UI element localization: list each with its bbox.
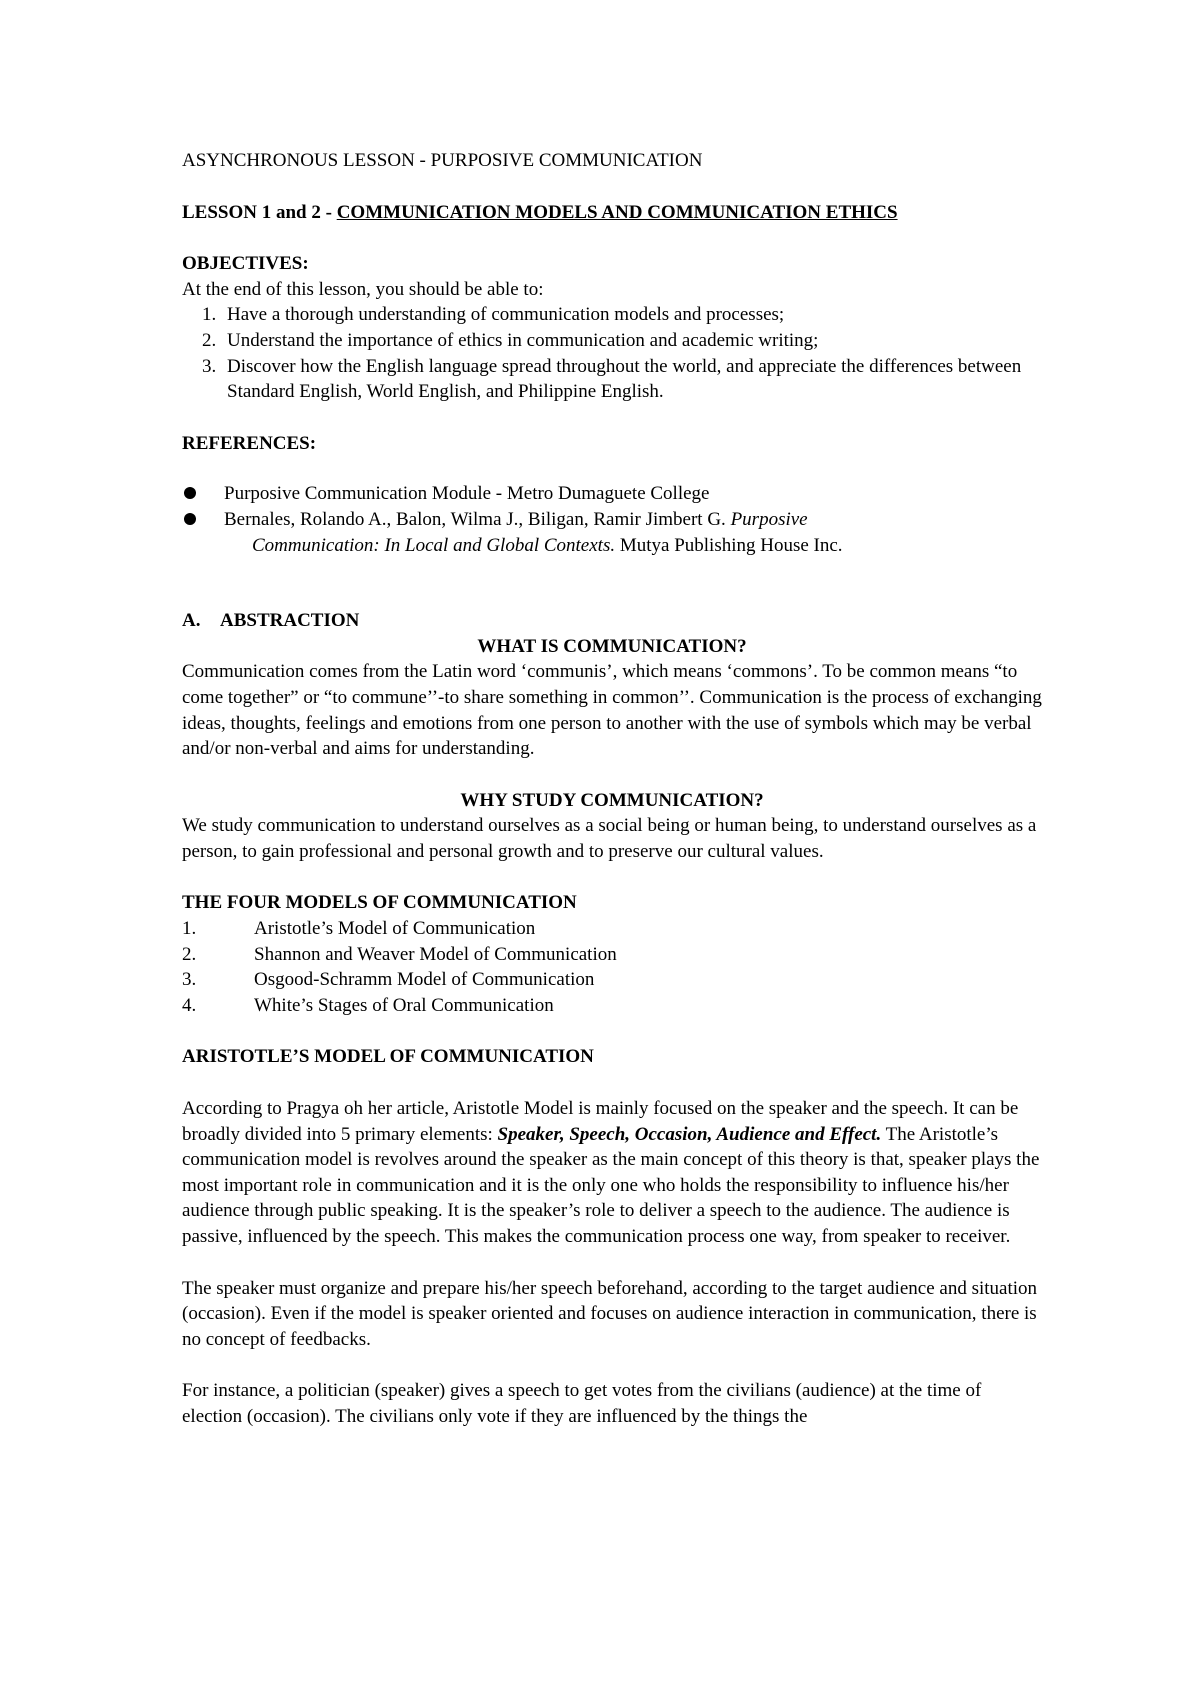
objectives-list xyxy=(182,302,1042,404)
aristotle-paragraph-3: For instance, a politician (speaker) gives a speech to get votes from the civilians (audience) at the time of election (occasion). The civilians only vote if they are influenced by the things the xyxy=(182,1380,982,1427)
list-item-number: 1. xyxy=(202,304,217,326)
document-header: ASYNCHRONOUS LESSON - PURPOSIVE COMMUNICATION xyxy=(182,150,703,171)
list-item-text: Have a thorough understanding of communication models and processes; xyxy=(227,304,785,326)
reference-text-plain: Bernales, Rolando A., Balon, Wilma J., Biligan, Ramir Jimbert G. xyxy=(224,508,731,530)
list-item xyxy=(182,481,1042,507)
references-heading: REFERENCES: xyxy=(182,432,317,454)
reference-title-part1: Purposive xyxy=(730,508,808,530)
reference-publisher: Mutya Publishing House Inc. xyxy=(615,534,843,556)
list-item xyxy=(182,916,1042,942)
why-heading: WHY STUDY COMMUNICATION? xyxy=(460,789,764,811)
lesson-title-text: COMMUNICATION MODELS AND COMMUNICATION ETHICS xyxy=(336,201,898,223)
list-item-number: 2. xyxy=(202,329,217,351)
list-item-text: Discover how the English language spread throughout the world, and appreciate the differences between Standard English, World English, and Philippine English. xyxy=(227,355,1022,403)
list-item-number: 2. xyxy=(182,943,197,965)
list-item-text: Understand the importance of ethics in communication and academic writing; xyxy=(227,329,819,351)
reference-title-part2: Communication: In Local and Global Contexts. xyxy=(252,534,616,556)
list-item xyxy=(182,302,1042,328)
emphasis-elements: Speaker, Speech, Occasion, Audience and Effect. xyxy=(497,1123,882,1145)
abstraction-heading xyxy=(182,608,1042,634)
list-item-text: Aristotle’s Model of Communication xyxy=(254,918,536,940)
list-item xyxy=(182,354,1042,405)
paragraph-text: The Aristotle’s communication model is revolves around the speaker as the main concept of this theory is that, speaker plays the most important role in communication and it is the only one who holds the responsibility to influence his/her audience through public speaking. It is the speaker’s role to deliver a speech to the audience. The audience is passive, influenced by the speech. This makes the communication process one way, from speaker to receiver. xyxy=(182,1123,1040,1247)
list-item-text: White’s Stages of Oral Communication xyxy=(254,994,554,1016)
what-heading: WHAT IS COMMUNICATION? xyxy=(477,635,747,657)
list-item-number: 4. xyxy=(182,994,197,1016)
list-item-text: Osgood-Schramm Model of Communication xyxy=(254,969,595,991)
paragraph-text: According to Pragya oh her article, Aristotle Model is mainly focused on the speaker and the speech. It can be broadly divided into 5 primary elements: xyxy=(182,1098,1019,1145)
document-body xyxy=(182,148,1042,1430)
list-item xyxy=(182,942,1042,968)
list-item-number: 3. xyxy=(202,355,217,377)
lesson-title xyxy=(182,200,902,226)
list-item xyxy=(182,328,1042,354)
section-title: ABSTRACTION xyxy=(220,610,360,632)
what-paragraph: Communication comes from the Latin word ‘communis’, which means ‘commons’. To be common means “to come together” or “to commune’’-to share something in common’’. Communication is the process of exchanging ideas, thoughts, feelings and emotions from one person to another with the use of symbols which may be verbal and/or non-verbal and aims for understanding. xyxy=(182,661,1042,760)
bullet-icon xyxy=(184,513,196,525)
lesson-prefix: LESSON 1 and 2 - xyxy=(182,201,337,223)
list-item-number: 3. xyxy=(182,969,197,991)
aristotle-heading: ARISTOTLE’S MODEL OF COMMUNICATION xyxy=(182,1046,594,1068)
reference-text: Purposive Communication Module - Metro Dumaguete College xyxy=(224,483,710,505)
list-item xyxy=(182,967,1042,993)
list-item xyxy=(182,993,1042,1019)
aristotle-paragraph-2: The speaker must organize and prepare his/her speech beforehand, according to the target audience and situation (occasion). Even if the model is speaker oriented and focuses on audience interaction in communication, there is no concept of feedbacks. xyxy=(182,1277,1038,1350)
why-paragraph: We study communication to understand ourselves as a social being or human being, to understand ourselves as a person, to gain professional and personal growth and to preserve our cultural values. xyxy=(182,815,1037,862)
objectives-intro: At the end of this lesson, you should be able to: xyxy=(182,278,544,300)
list-item-text: Shannon and Weaver Model of Communication xyxy=(254,943,617,965)
models-list xyxy=(182,916,1042,1018)
bullet-icon xyxy=(184,487,196,499)
list-item-number: 1. xyxy=(182,918,197,940)
section-letter: A. xyxy=(182,610,201,632)
objectives-heading: OBJECTIVES: xyxy=(182,253,309,275)
aristotle-paragraph-1 xyxy=(182,1096,1042,1250)
references-list xyxy=(182,481,1042,558)
models-heading: THE FOUR MODELS OF COMMUNICATION xyxy=(182,892,577,914)
list-item xyxy=(182,507,1042,558)
